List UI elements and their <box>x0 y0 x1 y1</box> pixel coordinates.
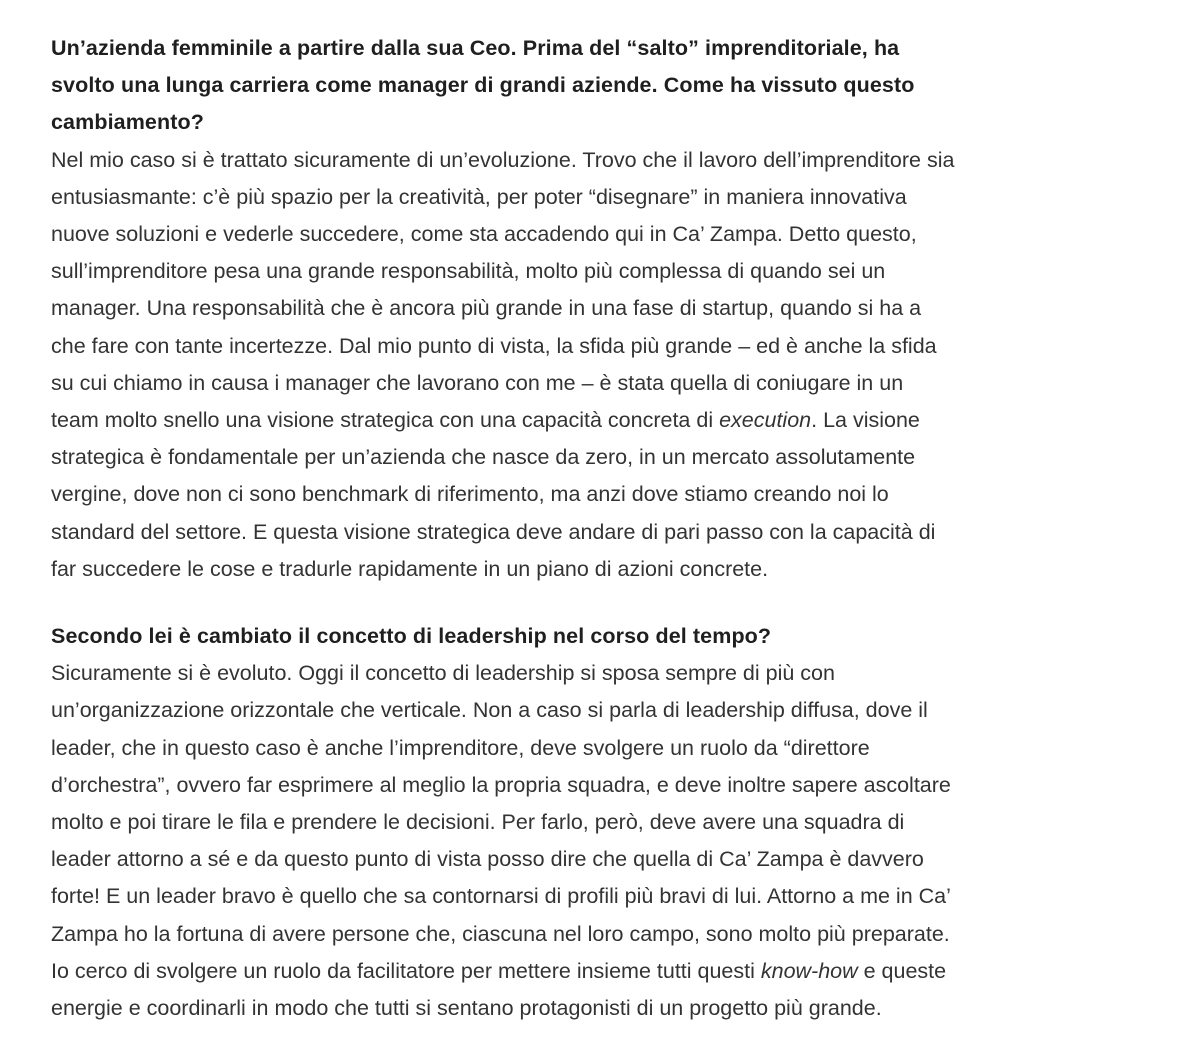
interview-question <box>51 30 1161 142</box>
answer-text-segment: Io cerco di svolgere un ruolo da facilitatore per mettere insieme tutti questi <box>51 958 761 983</box>
answer-line: far succedere le cose e tradurle rapidamente in un piano di azioni concrete. <box>51 556 769 581</box>
answer-line-with-emphasis <box>51 953 1161 990</box>
answer-line: leader, che in questo caso è anche l’imprenditore, deve svolgere un ruolo da “direttore <box>51 735 870 760</box>
answer-line: che fare con tante incertezze. Dal mio punto di vista, la sfida più grande – ed è anche la sfida <box>51 333 937 358</box>
question-line: svolto una lunga carriera come manager di grandi aziende. Come ha vissuto questo <box>51 73 915 98</box>
answer-line: su cui chiamo in causa i manager che lavorano con me – è stata quella di coniugare in un <box>51 370 904 395</box>
answer-line: d’orchestra”, ovvero far esprimere al meglio la propria squadra, e deve inoltre sapere ascoltare <box>51 772 951 797</box>
question-line: Secondo lei è cambiato il concetto di leadership nel corso del tempo? <box>51 624 772 649</box>
article-body <box>51 30 1161 1027</box>
emphasized-term: know-how <box>760 958 858 983</box>
answer-line: manager. Una responsabilità che è ancora più grande in una fase di startup, quando si ha a <box>51 296 922 321</box>
answer-line: Zampa ho la fortuna di avere persone che, ciascuna nel loro campo, sono molto più preparate. <box>51 921 950 946</box>
answer-line: un’organizzazione orizzontale che verticale. Non a caso si parla di leadership diffusa, dove il <box>51 698 928 723</box>
answer-line: sull’imprenditore pesa una grande responsabilità, molto più complessa di quando sei un <box>51 259 886 284</box>
qa-block-1 <box>51 30 1161 588</box>
answer-line: Nel mio caso si è trattato sicuramente di un’evoluzione. Trovo che il lavoro dell’imprenditore sia <box>51 147 955 172</box>
answer-line: forte! E un leader bravo è quello che sa contornarsi di profili più bravi di lui. Attorno a me in Ca’ <box>51 884 951 909</box>
emphasized-term: execution <box>719 408 812 433</box>
answer-line: vergine, dove non ci sono benchmark di riferimento, ma anzi dove stiamo creando noi lo <box>51 482 889 507</box>
answer-line: nuove soluzioni e vederle succedere, come sta accadendo qui in Ca’ Zampa. Detto questo, <box>51 222 917 247</box>
answer-line-with-emphasis <box>51 402 1161 439</box>
qa-block-2 <box>51 618 1161 1027</box>
answer-line: strategica è fondamentale per un’azienda che nasce da zero, in un mercato assolutamente <box>51 445 916 470</box>
interview-answer <box>51 142 1161 588</box>
answer-line: entusiasmante: c’è più spazio per la creatività, per poter “disegnare” in maniera innovativa <box>51 184 907 209</box>
answer-line: energie e coordinarli in modo che tutti si sentano protagonisti di un progetto più grande. <box>51 996 882 1021</box>
question-line: cambiamento? <box>51 110 204 135</box>
answer-line: leader attorno a sé e da questo punto di vista posso dire che quella di Ca’ Zampa è davvero <box>51 847 924 872</box>
answer-text-segment: team molto snello una visione strategica con una capacità concreta di <box>51 408 720 433</box>
answer-line: molto e poi tirare le fila e prendere le decisioni. Per farlo, però, deve avere una squadra di <box>51 810 905 835</box>
answer-line: Sicuramente si è evoluto. Oggi il concetto di leadership si sposa sempre di più con <box>51 661 835 686</box>
answer-line: standard del settore. E questa visione strategica deve andare di pari passo con la capacità di <box>51 519 936 544</box>
question-line: Un’azienda femminile a partire dalla sua Ceo. Prima del “salto” imprenditoriale, ha <box>51 36 900 60</box>
answer-text-segment: . La visione <box>811 408 920 433</box>
answer-text-segment: e queste <box>857 958 947 983</box>
interview-answer <box>51 655 1161 1027</box>
interview-question <box>51 618 1161 655</box>
